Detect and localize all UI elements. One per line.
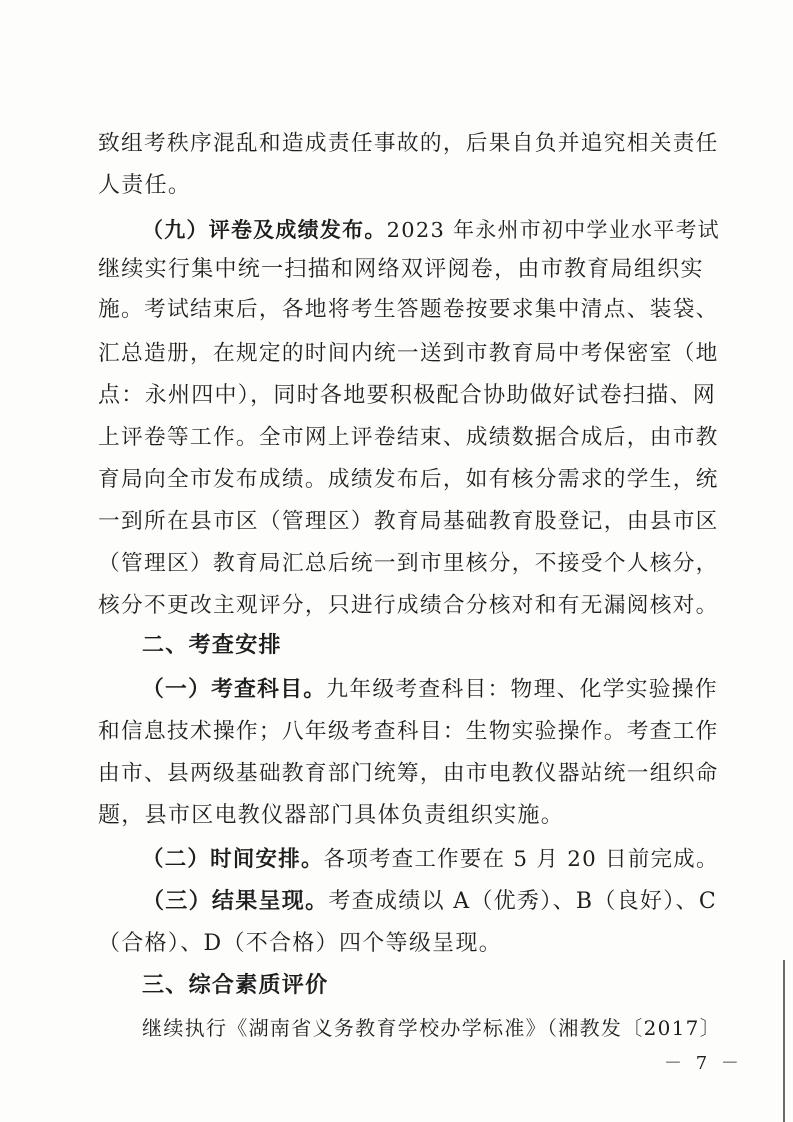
section-9-line-5: 点：永州四中），同时各地要积极配合协助做好试卷扫描、网 (98, 383, 717, 408)
section-9-title: （九）评卷及成绩发布。 (142, 218, 387, 242)
section-9-line-1 (142, 216, 718, 244)
subsection-3-title: （三）结果呈现。 (142, 889, 329, 914)
subsection-2-line-1 (142, 846, 718, 874)
subsection-3-line-1 (142, 888, 718, 916)
subsection-1-line-2: 和信息技术操作；八年级考查科目：生物实验操作。考查工作 (98, 719, 719, 744)
subsection-1-line-3: 由市、县两级基础教育部门统筹，由市电教仪器站统一组织命 (98, 761, 719, 786)
paragraph-1-line-1: 致组考秩序混乱和造成责任事故的，后果自负并追究相关责任 (98, 131, 719, 156)
section-9-line-2: 继续实行集中统一扫描和网络双评阅卷，由市教育局组织实 (98, 257, 704, 282)
subsection-1-line-1-text: 九年级考查科目：物理、化学实验操作 (326, 677, 718, 702)
section-9-line-7: 育局向全市发布成绩。成绩发布后，如有核分需求的学生，统 (98, 467, 719, 492)
last-paragraph-line-1: 继续执行《湖南省义务教育学校办学标准》（湘教发〔2017〕 (142, 1016, 722, 1040)
section-9-line-1-text: 2023 年永州市初中学业水平考试 (386, 218, 720, 242)
subsection-1-title: （一）考查科目。 (142, 677, 327, 702)
heading-exam-arrangement: 二、考查安排 (142, 633, 282, 658)
section-9-line-6: 上评卷等工作。全市网上评卷结束、成绩数据合成后，由市教 (98, 425, 719, 450)
section-9-line-10: 核分不更改主观评分，只进行成绩合分核对和有无漏阅核对。 (98, 593, 719, 618)
scan-edge-line (783, 960, 785, 1122)
subsection-3-line-1-text: 考查成绩以 A（优秀）、B（良好）、C (328, 889, 717, 914)
subsection-1-line-4: 题，县市区电教仪器部门具体负责组织实施。 (98, 803, 565, 828)
section-9-line-9: （管理区）教育局汇总后统一到市里核分，不接受个人核分， (98, 551, 719, 576)
subsection-3-line-2: （合格）、D（不合格）四个等级呈现。 (98, 931, 503, 956)
subsection-2-title: （二）时间安排。 (142, 847, 324, 872)
subsection-1-line-1 (142, 676, 718, 704)
section-9-line-4: 汇总造册，在规定的时间内统一送到市教育局中考保密室（地 (98, 341, 719, 366)
section-9-line-8: 一到所在县市区（管理区）教育局基础教育股登记，由县市区 (98, 509, 719, 534)
section-9-line-3: 施。考试结束后，各地将考生答题卷按要求集中清点、装袋、 (98, 297, 719, 322)
subsection-2-line-1-text: 各项考查工作要在 5 月 20 日前完成。 (323, 847, 719, 872)
page-number: － 7 － (664, 1053, 743, 1074)
heading-comprehensive-evaluation: 三、综合素质评价 (142, 973, 329, 998)
paragraph-1-line-2: 人责任。 (98, 173, 192, 198)
